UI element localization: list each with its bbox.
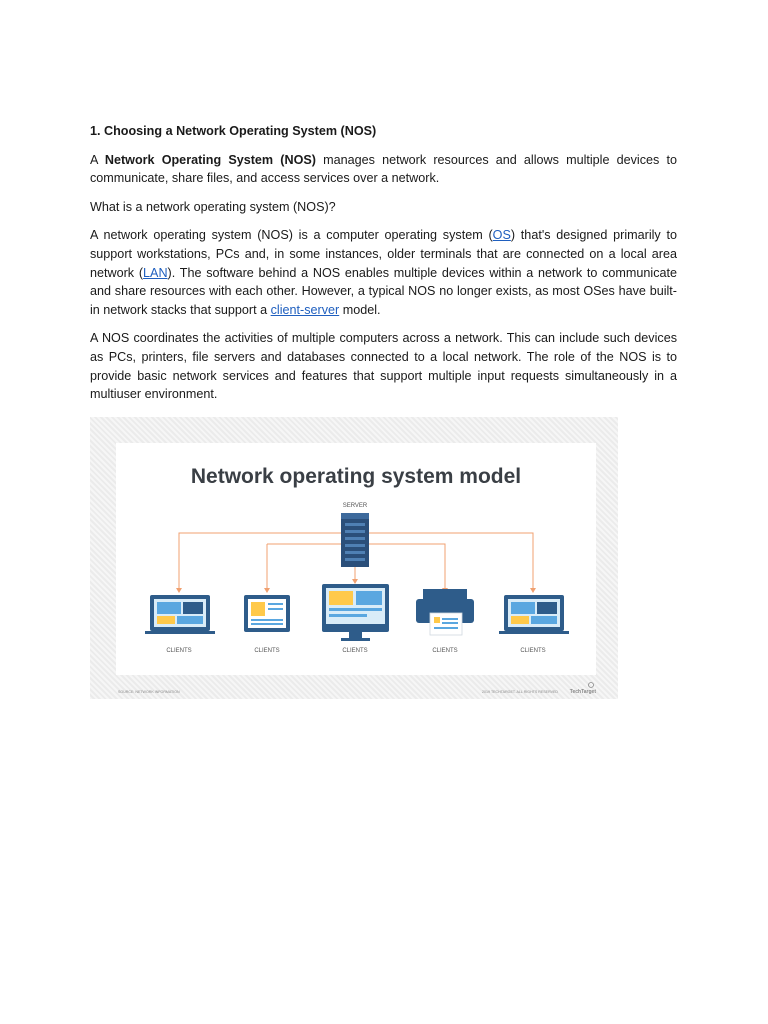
article-body [90, 122, 677, 414]
intro-rest: manages network resources and allows multiple devices to communicate, share files, and access services over a network. [90, 152, 677, 186]
laptop-icon [499, 595, 569, 634]
intro-paragraph [90, 151, 677, 188]
diagram-title: Network operating system model [190, 465, 522, 488]
techtarget-logo [570, 683, 597, 696]
section-heading: 1. Choosing a Network Operating System (NOS) [90, 124, 377, 138]
role-paragraph: A NOS coordinates the activities of multiple computers across a network. This can include such devices as PCs, printers, file servers and databases connected to a local network. The role of the NOS is to provide basic network services and features that support multiple input requests simultaneously in a multiuser environment. [90, 331, 677, 402]
client-label: CLIENTS [520, 648, 546, 654]
figure-source-note: SOURCE: NETWORK INFORMATION [118, 690, 180, 694]
brand-text: TechTarget [569, 689, 596, 695]
definition-text-1: A network operating system (NOS) is a computer operating system ( [90, 228, 493, 243]
client-label: CLIENTS [342, 648, 368, 654]
figure-copyright: 2019 TECHTARGET. ALL RIGHTS RESERVED [482, 690, 558, 694]
definition-text-2: ) that's designed primarily to support workstations, PCs and, in some instances, older terminals that are connected on a local area network ( [90, 228, 677, 280]
definition-paragraph [90, 226, 677, 319]
laptop-icon [145, 595, 215, 634]
nos-diagram [90, 417, 618, 699]
server-icon [341, 513, 369, 567]
client-server-link[interactable]: client-server [270, 302, 340, 317]
definition-text-4: model. [339, 302, 381, 317]
intro-bold-term: Network Operating System (NOS) [104, 152, 316, 167]
intro-lead: A [90, 152, 105, 167]
client-label: CLIENTS [166, 648, 192, 654]
client-label: CLIENTS [432, 648, 458, 654]
question-paragraph: What is a network operating system (NOS)? [90, 199, 336, 214]
definition-text-3: ). The software behind a NOS enables multiple devices within a network to communicate and share resources with each other. However, a typical NOS no longer exists, as most OSes have built-in network stacks that support a [90, 265, 678, 317]
lan-link[interactable]: LAN [143, 265, 168, 280]
nos-model-figure [90, 417, 618, 699]
tablet-icon [244, 595, 290, 632]
client-label: CLIENTS [254, 648, 280, 654]
server-label: SERVER [342, 503, 368, 509]
os-link[interactable]: OS [492, 228, 511, 243]
